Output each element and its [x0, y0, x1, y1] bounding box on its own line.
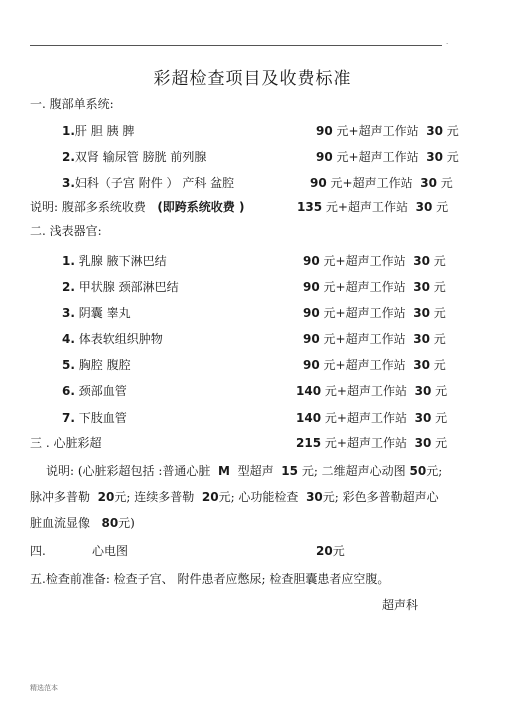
s2-item-3: 3. 阴囊 睾丸 — [62, 306, 131, 320]
s4-price: 20元 — [316, 544, 345, 558]
section1-heading: 一. 腹部单系统: — [30, 97, 114, 111]
s2-item-4-price: 90 元+超声工作站 30 元 — [303, 332, 446, 346]
s2-item-2-price: 90 元+超声工作站 30 元 — [303, 280, 446, 294]
s2-item-1-price: 90 元+超声工作站 30 元 — [303, 254, 446, 268]
footer-label: 精选范本 — [30, 684, 58, 692]
section3-heading: 三 . 心脏彩超 — [30, 436, 102, 450]
header-mark: . — [446, 38, 449, 46]
s1-item-3: 3.妇科（子宫 附件 ） 产科 盆腔 — [62, 176, 235, 190]
s2-item-6-price: 140 元+超声工作站 30 元 — [296, 384, 448, 398]
s1-note-price: 135 元+超声工作站 30 元 — [297, 200, 449, 214]
s1-item-1-price: 90 元+超声工作站 30 元 — [316, 124, 459, 138]
header-rule — [30, 45, 442, 46]
s1-item-1: 1.肝 胆 胰 脾 — [62, 124, 135, 138]
s1-note: 说明: 腹部多系统收费 (即跨系统收费 ) — [30, 200, 245, 214]
section2-heading: 二. 浅表器官: — [30, 224, 102, 238]
section4-heading: 四. — [30, 544, 46, 558]
s1-item-3-price: 90 元+超声工作站 30 元 — [310, 176, 453, 190]
s1-item-2: 2.双肾 输尿管 膀胱 前列腺 — [62, 150, 207, 164]
s2-item-4: 4. 体表软组织肿物 — [62, 332, 163, 346]
s2-item-2: 2. 甲状腺 颈部淋巴结 — [62, 280, 179, 294]
s2-item-5-price: 90 元+超声工作站 30 元 — [303, 358, 446, 372]
s2-item-3-price: 90 元+超声工作站 30 元 — [303, 306, 446, 320]
s2-item-5: 5. 胸腔 腹腔 — [62, 358, 131, 372]
s4-name: 心电图 — [92, 544, 129, 558]
s2-item-1: 1. 乳腺 腋下淋巴结 — [62, 254, 167, 268]
s2-item-7-price: 140 元+超声工作站 30 元 — [296, 411, 448, 425]
s2-item-6: 6. 颈部血管 — [62, 384, 127, 398]
signature: 超声科 — [382, 598, 419, 612]
s1-item-2-price: 90 元+超声工作站 30 元 — [316, 150, 459, 164]
page-title: 彩超检查项目及收费标准 — [153, 69, 352, 89]
s3-price: 215 元+超声工作站 30 元 — [296, 436, 448, 450]
s3-note: 说明: (心脏彩超包括 :普通心脏 M 型超声 15 元; 二维超声心动图 50元; 脉冲多普勒 20元; 连续多普勒 20元; 心功能检查 30元; 彩色多普勒超声心脏血流显像 80元) — [30, 464, 443, 530]
section5-text: 五.检查前准备: 检查子宫、 附件患者应憋尿; 检查胆囊患者应空腹。 — [30, 572, 390, 586]
s2-item-7: 7. 下肢血管 — [62, 411, 127, 425]
